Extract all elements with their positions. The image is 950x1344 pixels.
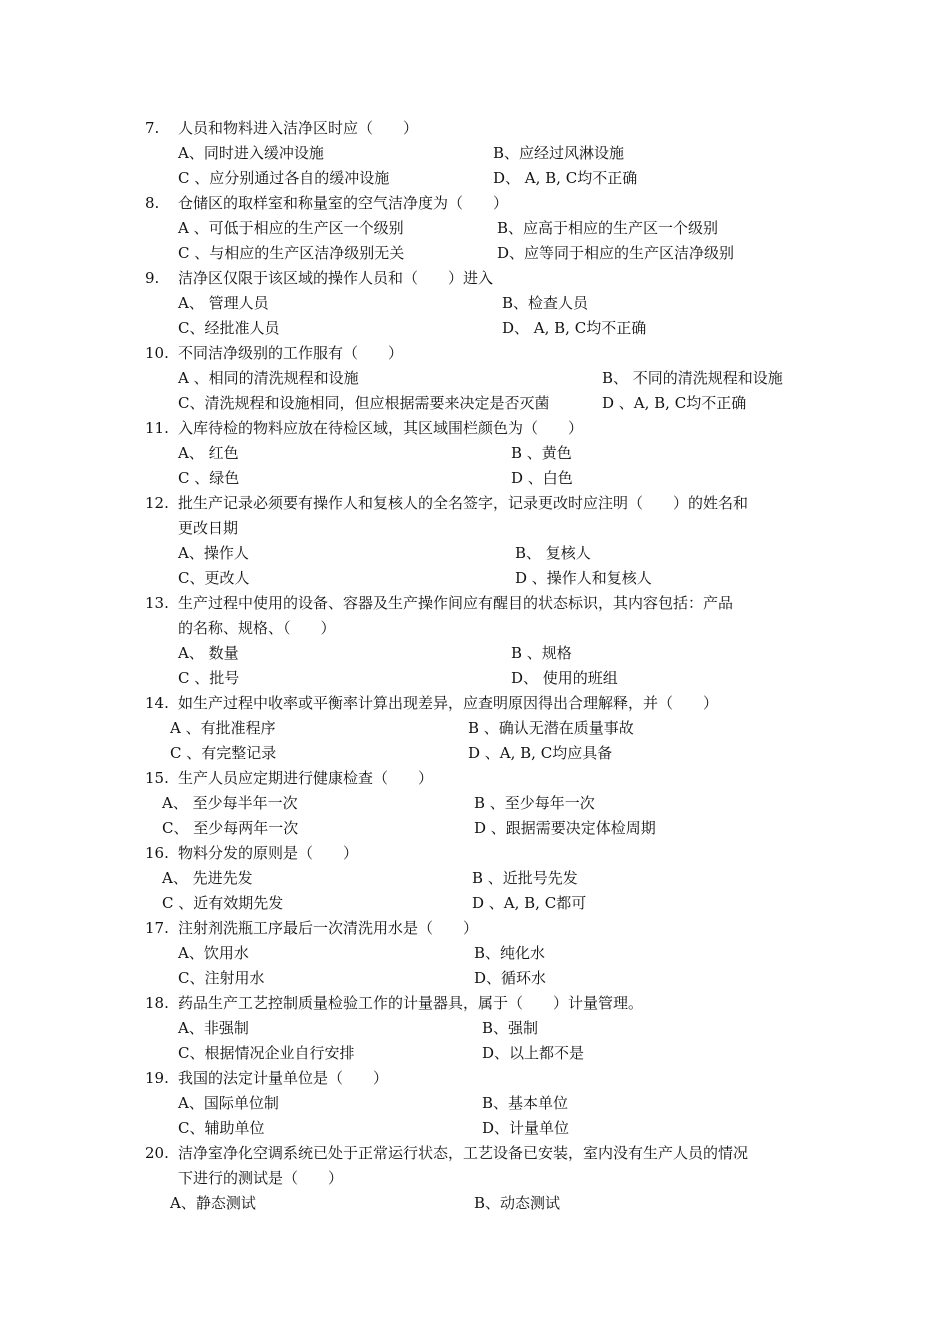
answer-option: C、注射用水 bbox=[178, 969, 265, 987]
answer-option: B、动态测试 bbox=[474, 1194, 561, 1212]
answer-option: D 、A, B, C都可 bbox=[472, 894, 587, 912]
answer-option: C 、应分别通过各自的缓冲设施 bbox=[178, 169, 390, 187]
question-number: 7. bbox=[145, 119, 160, 137]
question-stem: 物料分发的原则是（ ） bbox=[178, 844, 359, 862]
question-stem: 不同洁净级别的工作服有（ ） bbox=[178, 344, 404, 362]
answer-option: A、同时进入缓冲设施 bbox=[178, 144, 324, 162]
answer-option: B 、规格 bbox=[511, 644, 572, 662]
question-number: 16. bbox=[145, 844, 169, 862]
answer-option: D、 A, B, C均不正确 bbox=[493, 169, 638, 187]
answer-option: D 、A, B, C均应具备 bbox=[468, 744, 613, 762]
answer-option: A、饮用水 bbox=[178, 944, 249, 962]
answer-option: C、经批准人员 bbox=[178, 319, 280, 337]
question-stem: 洁净室净化空调系统已处于正常运行状态，工艺设备已安装，室内没有生产人员的情况 bbox=[178, 1144, 749, 1162]
answer-option: A 、有批准程序 bbox=[170, 719, 276, 737]
answer-option: B、检查人员 bbox=[502, 294, 589, 312]
answer-option: A、国际单位制 bbox=[178, 1094, 279, 1112]
answer-option: B、应高于相应的生产区一个级别 bbox=[497, 219, 719, 237]
answer-option: A、静态测试 bbox=[170, 1194, 256, 1212]
answer-option: B、 复核人 bbox=[515, 544, 591, 562]
answer-option: C 、批号 bbox=[178, 669, 240, 687]
answer-option: C、辅助单位 bbox=[178, 1119, 265, 1137]
question-number: 11. bbox=[145, 419, 169, 437]
question-number: 17. bbox=[145, 919, 169, 937]
answer-option: B 、确认无潜在质量事故 bbox=[468, 719, 634, 737]
answer-option: C 、有完整记录 bbox=[170, 744, 277, 762]
question-number: 8. bbox=[145, 194, 160, 212]
answer-option: B 、黄色 bbox=[511, 444, 572, 462]
answer-option: C、 至少每两年一次 bbox=[162, 819, 299, 837]
question-stem: 生产人员应定期进行健康检查（ ） bbox=[178, 769, 434, 787]
answer-option: A、 数量 bbox=[178, 644, 239, 662]
question-stem: 注射剂洗瓶工序最后一次清洗用水是（ ） bbox=[178, 919, 479, 937]
answer-option: A 、相同的清洗规程和设施 bbox=[178, 369, 359, 387]
question-number: 20. bbox=[145, 1144, 169, 1162]
answer-option: B 、近批号先发 bbox=[472, 869, 578, 887]
question-stem: 洁净区仅限于该区域的操作人员和（ ）进入 bbox=[178, 269, 494, 287]
answer-option: D 、操作人和复核人 bbox=[515, 569, 652, 587]
answer-option: A、非强制 bbox=[178, 1019, 249, 1037]
answer-option: B、应经过风淋设施 bbox=[493, 144, 625, 162]
answer-option: A、 先进先发 bbox=[162, 869, 253, 887]
answer-option: D 、白色 bbox=[511, 469, 573, 487]
question-number: 13. bbox=[145, 594, 169, 612]
answer-option: A 、可低于相应的生产区一个级别 bbox=[178, 219, 404, 237]
question-number: 14. bbox=[145, 694, 169, 712]
question-number: 18. bbox=[145, 994, 169, 1012]
question-number: 12. bbox=[145, 494, 169, 512]
question-number: 19. bbox=[145, 1069, 169, 1087]
answer-option: D、 使用的班组 bbox=[511, 669, 618, 687]
question-stem: 人员和物料进入洁净区时应（ ） bbox=[178, 119, 419, 137]
answer-option: D、以上都不是 bbox=[482, 1044, 585, 1062]
answer-option: D 、跟据需要决定体检周期 bbox=[474, 819, 656, 837]
answer-option: B、 不同的清洗规程和设施 bbox=[602, 369, 783, 387]
question-stem: 如生产过程中收率或平衡率计算出现差异，应查明原因得出合理解释，并（ ） bbox=[178, 694, 719, 712]
answer-option: D、循环水 bbox=[474, 969, 547, 987]
question-number: 10. bbox=[145, 344, 169, 362]
answer-option: C 、近有效期先发 bbox=[162, 894, 284, 912]
answer-option: C、更改人 bbox=[178, 569, 250, 587]
question-stem: 批生产记录必须要有操作人和复核人的全名签字，记录更改时应注明（ ）的姓名和 bbox=[178, 494, 749, 512]
answer-option: B、强制 bbox=[482, 1019, 539, 1037]
question-number: 15. bbox=[145, 769, 169, 787]
question-stem: 生产过程中使用的设备、容器及生产操作间应有醒目的状态标识，其内容包括：产品 bbox=[178, 594, 734, 612]
answer-option: B、基本单位 bbox=[482, 1094, 569, 1112]
answer-option: C 、绿色 bbox=[178, 469, 240, 487]
question-stem: 更改日期 bbox=[178, 519, 239, 537]
answer-option: C 、与相应的生产区洁净级别无关 bbox=[178, 244, 405, 262]
question-stem: 仓储区的取样室和称量室的空气洁净度为（ ） bbox=[178, 194, 509, 212]
answer-option: D、计量单位 bbox=[482, 1119, 570, 1137]
answer-option: C、根据情况企业自行安排 bbox=[178, 1044, 355, 1062]
question-stem: 药品生产工艺控制质量检验工作的计量器具，属于（ ）计量管理。 bbox=[178, 994, 644, 1012]
answer-option: A、 红色 bbox=[178, 444, 239, 462]
answer-option: D 、A, B, C均不正确 bbox=[602, 394, 747, 412]
answer-option: B、纯化水 bbox=[474, 944, 546, 962]
question-number: 9. bbox=[145, 269, 160, 287]
question-stem: 入库待检的物料应放在待检区域，其区域围栏颜色为（ ） bbox=[178, 419, 584, 437]
question-stem: 的名称、规格、（ ） bbox=[178, 619, 336, 637]
answer-option: A、 管理人员 bbox=[178, 294, 269, 312]
answer-option: A、 至少每半年一次 bbox=[162, 794, 298, 812]
answer-option: D、应等同于相应的生产区洁净级别 bbox=[497, 244, 735, 262]
answer-option: B 、至少每年一次 bbox=[474, 794, 595, 812]
answer-option: A、操作人 bbox=[178, 544, 249, 562]
answer-option: C、清洗规程和设施相同，但应根据需要来决定是否灭菌 bbox=[178, 394, 550, 412]
question-stem: 我国的法定计量单位是（ ） bbox=[178, 1069, 389, 1087]
answer-option: D、 A, B, C均不正确 bbox=[502, 319, 647, 337]
question-stem: 下进行的测试是（ ） bbox=[178, 1169, 344, 1187]
